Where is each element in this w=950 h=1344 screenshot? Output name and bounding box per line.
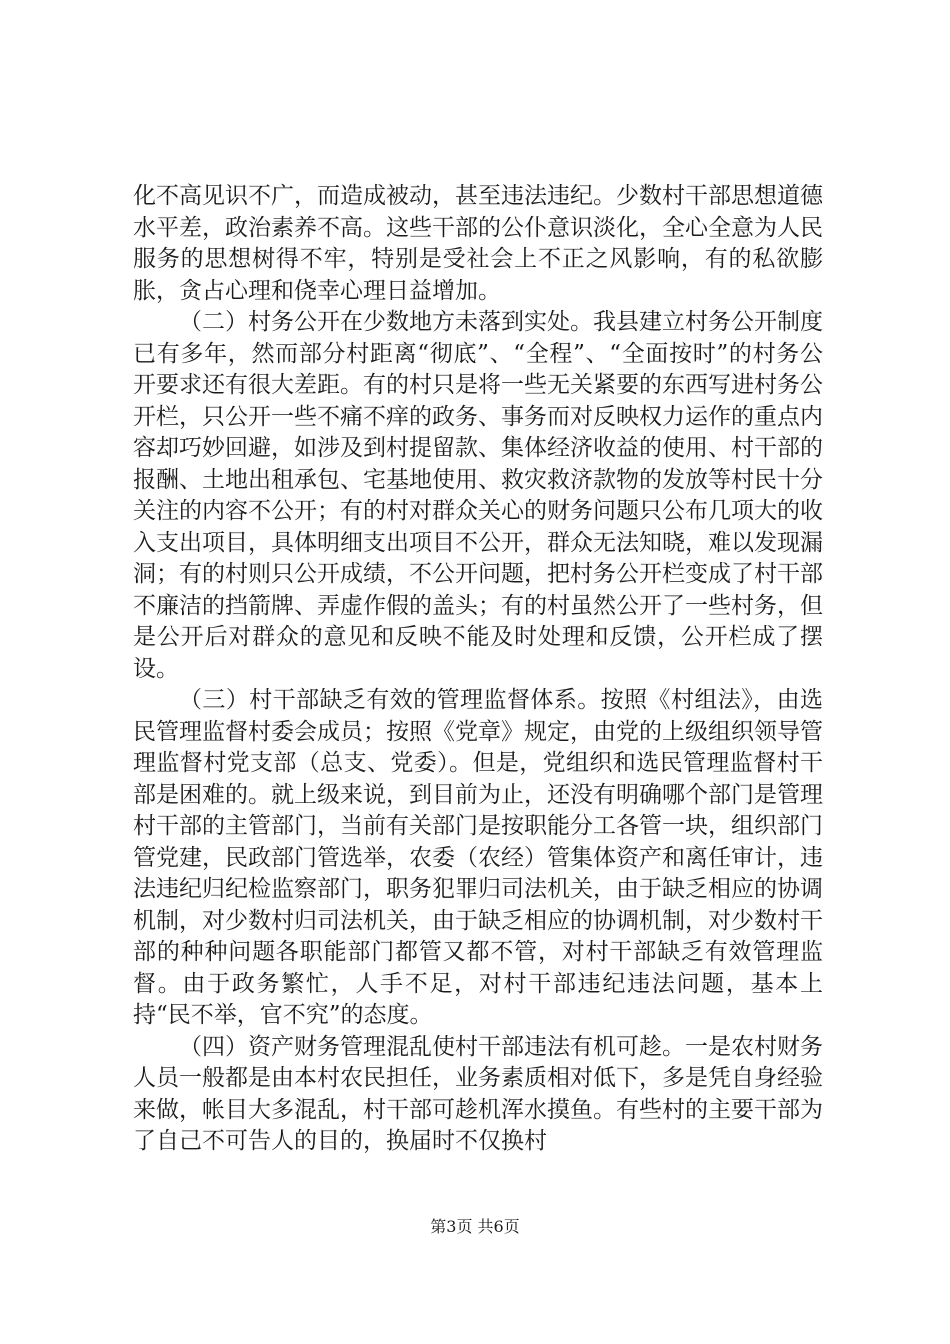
paragraph-continuation: 化不高见识不广，而造成被动，甚至违法违纪。少数村干部思想道德水平差，政治素养不高。这些干部的公仆意识淡化，全心全意为人民服务的思想树得不牢，特别是受社会上不正之风影响，有的私欲膨胀，贪占心理和侥幸心理日益增加。 [133,183,823,304]
paragraph-section-2: （二）村务公开在少数地方未落到实处。我县建立村务公开制度已有多年，然而部分村距离“彻底”、“全程”、“全面按时”的村务公开要求还有很大差距。有的村只是将一些无关紧要的东西写进村务公开栏，只公开一些不痛不痒的政务、事务而对反映权力运作的重点内容却巧妙回避，如涉及到村提留款、集体经济收益的使用、村干部的报酬、土地出租承包、宅基地使用、救灾救济款物的发放等村民十分关注的内容不公开；有的村对群众关心的财务问题只公布几项大的收入支出项目，具体明细支出项目不公开，群众无法知晓，难以发现漏洞；有的村则只公开成绩，不公开问题，把村务公开栏变成了村干部不廉洁的挡箭牌、弄虚作假的盖头；有的村虽然公开了一些村务，但是公开后对群众的意见和反映不能及时处理和反馈，公开栏成了摆设。 [133,309,823,682]
paragraph-section-3: （三）村干部缺乏有效的管理监督体系。按照《村组法》，由选民管理监督村委会成员；按照《党章》规定，由党的上级组织领导管理监督村党支部（总支、党委）。但是，党组织和选民管理监督村干部是困难的。就上级来说，到目前为止，还没有明确哪个部门是管理村干部的主管部门，当前有关部门是按职能分工各管一块，组织部门管党建，民政部门管选举，农委（农经）管集体资产和离任审计，违法违纪归纪检监察部门，职务犯罪归司法机关，由于缺乏相应的协调机制，对少数村归司法机关，由于缺乏相应的协调机制，对少数村干部的种种问题各职能部门都管又都不管，对村干部缺乏有效管理监督。由于政务繁忙，人手不足，对村干部违纪违法问题，基本上持“民不举，官不究”的态度。 [133,687,823,1028]
document-body [133,181,823,1158]
paragraph-section-4: （四）资产财务管理混乱使村干部违法有机可趁。一是农村财务人员一般都是由本村农民担任，业务素质相对低下，多是凭自身经验来做，帐目大多混乱，村干部可趁机浑水摸鱼。有些村的主要干部为了自己不可告人的目的，换届时不仅换村 [133,1033,823,1154]
page-number-footer: 第3页 共6页 [430,1217,520,1236]
